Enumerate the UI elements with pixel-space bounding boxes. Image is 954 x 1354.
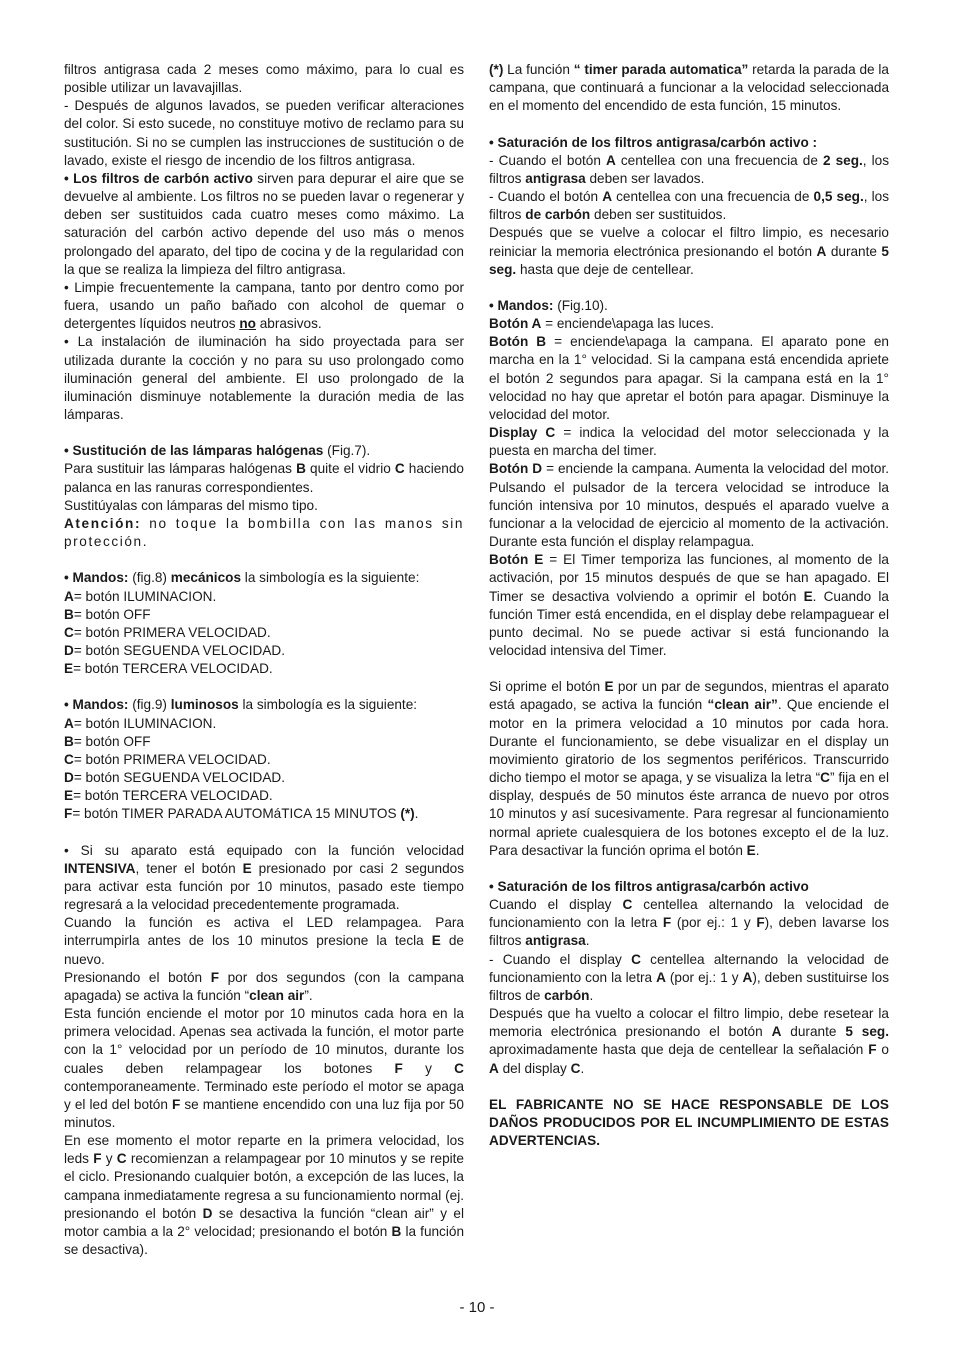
paragraph-spacer [489,660,889,678]
paragraph: - Cuando el botón A centellea con una frecuencia de 0,5 seg., los filtros de carbón deben ser sustituidos. [489,189,890,223]
paragraph: Después que ha vuelto a colocar el filtro limpio, debe resetear la memoria electrónica presionando el botón A durante 5 seg. aproximadamente hasta que deja de centellear la señalación F o A del display C. [489,1006,889,1076]
text-line: F= botón TIMER PARADA AUTOMáTICA 15 MINUTOS (*). [64,806,419,822]
right-text-column [489,61,889,1150]
paragraph: Esta función enciende el motor por 10 minutos cada hora en la primera velocidad. Apenas sea activada la función, el motor parte con la 1° velocidad por un período de 10 minutos, durante los cuales deben relampagear los botones F y C contemporaneamente. Terminado este período el motor se apaga y el led del botón F se mantiene encendido con una luz fija por 50 minutos. [64,1006,464,1130]
paragraph: Botón D = enciende la campana. Aumenta la velocidad del motor. Pulsando el pulsador de la tercera velocidad se introduce la función intensiva por 10 minutos, después el aparado vuelve a funcionar a la velocidad de ejercicio al momento de la activación. Durante esta función el display relampagua. [489,461,889,550]
paragraph: • Si su aparato está equipado con la función velocidad INTENSIVA, tener el botón E presionado por casi 2 segundos para activar esta función por 10 minutos, pasado este tiempo regresará a la velocidad precedentemente programada. [64,842,464,913]
paragraph-spacer [64,551,464,569]
paragraph: Para sustituir las lámparas halógenas B quite el vidrio C haciendo palanca en las ranuras correspondientes. [64,461,464,495]
text-line: • Mandos: (fig.9) luminosos la simbología es la siguiente: [64,697,418,713]
paragraph: • Los filtros de carbón activo sirven para depurar el aire que se devuelve al ambiente. Los filtros no se pueden lavar o regenerar y deben ser sustituidos cada cuatro meses como máximo. La saturación del carbón activo depende del uso más o menos prolongado del aparato, del tipo de cocina y de la regularidad con la que se realiza la limpieza del filtro antigrasa. [64,170,465,277]
paragraph: En ese momento el motor reparte en la primera velocidad, los leds F y C recomienzan a relampagear por 10 minutos y se repite el ciclo. Presionando cualquier botón, a excepción de las luces, la campana inmediatamente regresa a su funcionamiento normal (ej. presionando el botón D se desactiva la función “clean air” y el motor cambia a la 2° velocidad; presionando el botón B la función se desactiva). [64,1133,464,1258]
paragraph: - Cuando el botón A centellea con una frecuencia de 2 seg., los filtros antigrasa deben ser lavados. [489,152,890,186]
paragraph-spacer [64,678,464,696]
paragraph: Cuando la función es activa el LED relampagea. Para interrumpirla antes de los 10 minutos presione la tecla E de nuevo. [64,915,464,967]
paragraph-spacer [489,279,889,297]
paragraph-spacer [489,115,889,133]
paragraph-spacer [489,860,889,878]
text-line: D= botón SEGUENDA VELOCIDAD. [64,642,285,658]
paragraph-spacer [489,1078,889,1096]
paragraph: - Cuando el display C centellea alternando la velocidad de funcionamiento con la letra A (por ej.: 1 y A), deben sustituirse los filtros de carbón. [489,951,889,1003]
paragraph: Después que se vuelve a colocar el filtro limpio, es necesario reiniciar la memoria electrónica presionando el botón A durante 5 seg. hasta que deje de centellear. [489,225,889,277]
paragraph: filtros antigrasa cada 2 meses como máximo, para lo cual es posible utilizar un lavavajillas. [64,62,464,96]
text-line: Sustitúyalas con lámparas del mismo tipo. [64,497,318,513]
paragraph-spacer [64,424,464,442]
left-text-column [64,61,464,1259]
paragraph: Atención: no toque la bombilla con las manos sin protección. [64,515,464,550]
paragraph: Botón B = enciende\apaga la campana. El aparato pone en marcha en la 1° velocidad. Si la campana está encendida apriete el botón 2 segundos para apagar. Si la campana está en la 1° velocidad no hay que apretar el botón para apagar. Disminuye la velocidad del motor. [489,334,889,422]
paragraph: Si oprime el botón E por un par de segundos, mientras el aparato está apagado, se activa la función “clean air”. Que enciende el motor en la primera velocidad a 10 minutos por cada hora. Durante el funcionamiento, se debe visualizar en el display un movimiento giratorio de los segmentos periféricos. Transcurrido dicho tiempo el motor se apaga, y se visualiza la letra “C” fija en el display, después de 50 minutos éste arranca de nuevo por otros 10 minutos y así sucesivamente. Para regresar al funcionamiento normal apriete cualesquiera de los botones excepto el de la luz. Para desactivar la función oprima el botón E. [489,679,890,858]
paragraph: • La instalación de iluminación ha sido proyectada para ser utilizada durante la cocción y no para su uso prolongado como iluminación general del ambiente. El uso prolongado de la iluminación disminuye notablemente la duración media de las lámparas. [64,334,464,422]
text-line: A= botón ILUMINACION. [64,715,217,731]
page-number: - 10 - [459,1299,495,1316]
text-line: • Sustitución de las lámparas halógenas (Fig.7). [64,443,371,459]
text-line: C= botón PRIMERA VELOCIDAD. [64,624,271,640]
text-line: • Saturación de los filtros antigrasa/carbón activo [489,878,809,894]
paragraph: EL FABRICANTE NO SE HACE RESPONSABLE DE LOS DAÑOS PRODUCIDOS POR EL INCUMPLIMIENTO DE ESTAS ADVERTENCIAS. [489,1096,889,1149]
text-line: E= botón TERCERA VELOCIDAD. [64,788,273,804]
paragraph: • Limpie frecuentemente la campana, tanto por dentro como por fuera, usando un paño bañado con alcohol de quemar o detergentes líquidos neutros no abrasivos. [64,279,464,332]
paragraph: Display C = indica la velocidad del motor seleccionada y la puesta en marcha del timer. [489,425,889,459]
paragraph-spacer [64,824,464,842]
text-line: • Saturación de los filtros antigrasa/carbón activo : [489,134,818,150]
paragraph: Cuando el display C centellea alternando la velocidad de funcionamiento con la letra F (por ej.: 1 y F), deben lavarse los filtros antigrasa. [489,897,890,949]
paragraph: Botón E = El Timer temporiza las funciones, al momento de la activación, por 15 minutos después de que se han apagado. El Timer se desactiva volviendo a oprimir el botón E. Cuando la función Timer está encendida, en el display debe relampaguear el punto decimal. No se puede activar si está funcionando la velocidad intensiva del Timer. [489,552,889,658]
text-line: • Mandos: (fig.8) mecánicos la simbología es la siguiente: [64,570,420,586]
text-line: A= botón ILUMINACION. [64,588,217,604]
text-line: • Mandos: (Fig.10). [489,298,608,313]
text-line: B= botón OFF [64,606,151,622]
text-line: C= botón PRIMERA VELOCIDAD. [64,751,271,767]
paragraph: Presionando el botón F por dos segundos (con la campana apagada) se activa la función “clean air”. [64,969,464,1003]
text-line: Botón A = enciende\apaga las luces. [489,316,715,332]
text-line: B= botón OFF [64,733,151,749]
paragraph: - Después de algunos lavados, se pueden verificar alteraciones del color. Si esto sucede, no constituye motivo de reclamo para su sustitución. Si no se cumplen las instrucciones de sustitución o de lavado, existe el riesgo de incendio de los filtros antigrasa. [64,98,464,168]
paragraph: (*) La función “ timer parada automatica” retarda la parada de la campana, que continuará a funcionar a la velocidad seleccionada en el momento del encendido de esta función, 15 minutos. [489,62,889,114]
text-line: E= botón TERCERA VELOCIDAD. [64,661,273,677]
text-line: D= botón SEGUENDA VELOCIDAD. [64,770,285,786]
